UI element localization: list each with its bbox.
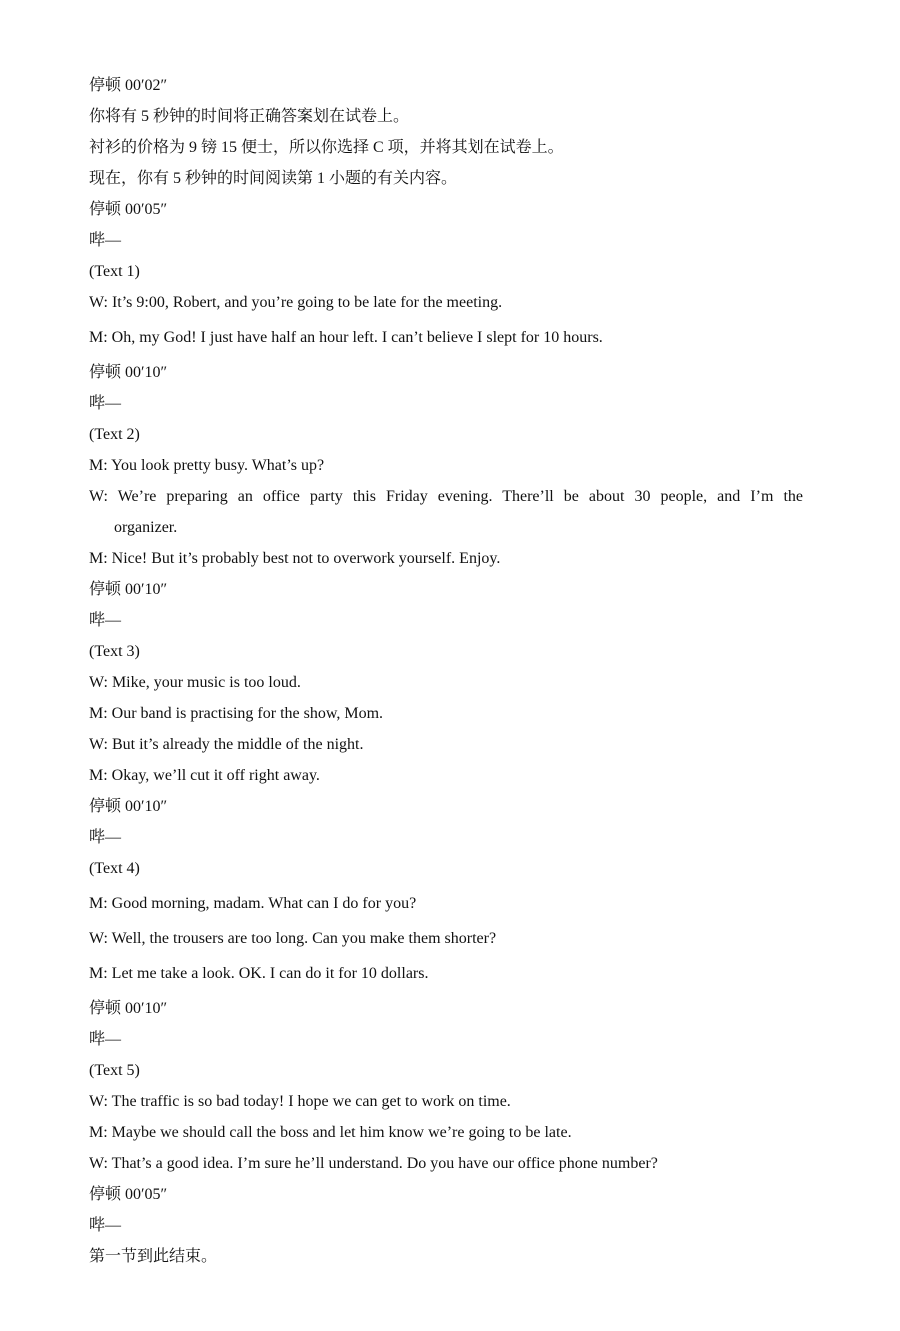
dialogue-line: M: You look pretty busy. What’s up? (89, 457, 325, 474)
pause-marker: 停顿 00′10″ (89, 364, 168, 381)
instruction-line: 你将有 5 秒钟的时间将正确答案划在试卷上。 (89, 108, 410, 125)
pause-marker: 停顿 00′10″ (89, 1000, 168, 1017)
dialogue-line: M: Good morning, madam. What can I do for you? (89, 895, 417, 912)
text-heading: (Text 5) (89, 1062, 140, 1079)
text-heading: (Text 4) (89, 860, 140, 877)
dialogue-line: W: But it’s already the middle of the night. (89, 736, 364, 753)
dialogue-line: M: Okay, we’ll cut it off right away. (89, 767, 320, 784)
text-heading: (Text 1) (89, 263, 140, 280)
dialogue-line-continuation: organizer. (114, 519, 178, 536)
dialogue-line: W: That’s a good idea. I’m sure he’ll understand. Do you have our office phone number? (89, 1155, 658, 1172)
pause-marker: 停顿 00′05″ (89, 1186, 168, 1203)
pause-marker: 停顿 00′10″ (89, 798, 168, 815)
dialogue-line: W: Well, the trousers are too long. Can you make them shorter? (89, 930, 497, 947)
beep-marker: 哔— (89, 829, 122, 846)
beep-marker: 哔— (89, 612, 122, 629)
pause-marker: 停顿 00′02″ (89, 77, 168, 94)
instruction-line: 现在，你有 5 秒钟的时间阅读第 1 小题的有关内容。 (89, 170, 458, 187)
pause-marker: 停顿 00′05″ (89, 201, 168, 218)
dialogue-line: W: The traffic is so bad today! I hope we can get to work on time. (89, 1093, 511, 1110)
dialogue-line: W: Mike, your music is too loud. (89, 674, 301, 691)
dialogue-line: M: Nice! But it’s probably best not to overwork yourself. Enjoy. (89, 550, 501, 567)
text-heading: (Text 2) (89, 426, 140, 443)
beep-marker: 哔— (89, 1031, 122, 1048)
section-end-line: 第一节到此结束。 (89, 1248, 218, 1265)
dialogue-line: M: Our band is practising for the show, Mom. (89, 705, 384, 722)
pause-marker: 停顿 00′10″ (89, 581, 168, 598)
dialogue-line: W: We’re preparing an office party this Friday evening. There’ll be about 30 people, and I’m the (89, 488, 803, 505)
dialogue-line: M: Let me take a look. OK. I can do it for 10 dollars. (89, 965, 429, 982)
dialogue-line: W: It’s 9:00, Robert, and you’re going to be late for the meeting. (89, 294, 503, 311)
dialogue-line: M: Maybe we should call the boss and let him know we’re going to be late. (89, 1124, 572, 1141)
beep-marker: 哔— (89, 232, 122, 249)
beep-marker: 哔— (89, 1217, 122, 1234)
beep-marker: 哔— (89, 395, 122, 412)
text-heading: (Text 3) (89, 643, 140, 660)
instruction-line: 衬衫的价格为 9 镑 15 便士，所以你选择 C 项，并将其划在试卷上。 (89, 139, 564, 156)
dialogue-line: M: Oh, my God! I just have half an hour left. I can’t believe I slept for 10 hours. (89, 329, 603, 346)
